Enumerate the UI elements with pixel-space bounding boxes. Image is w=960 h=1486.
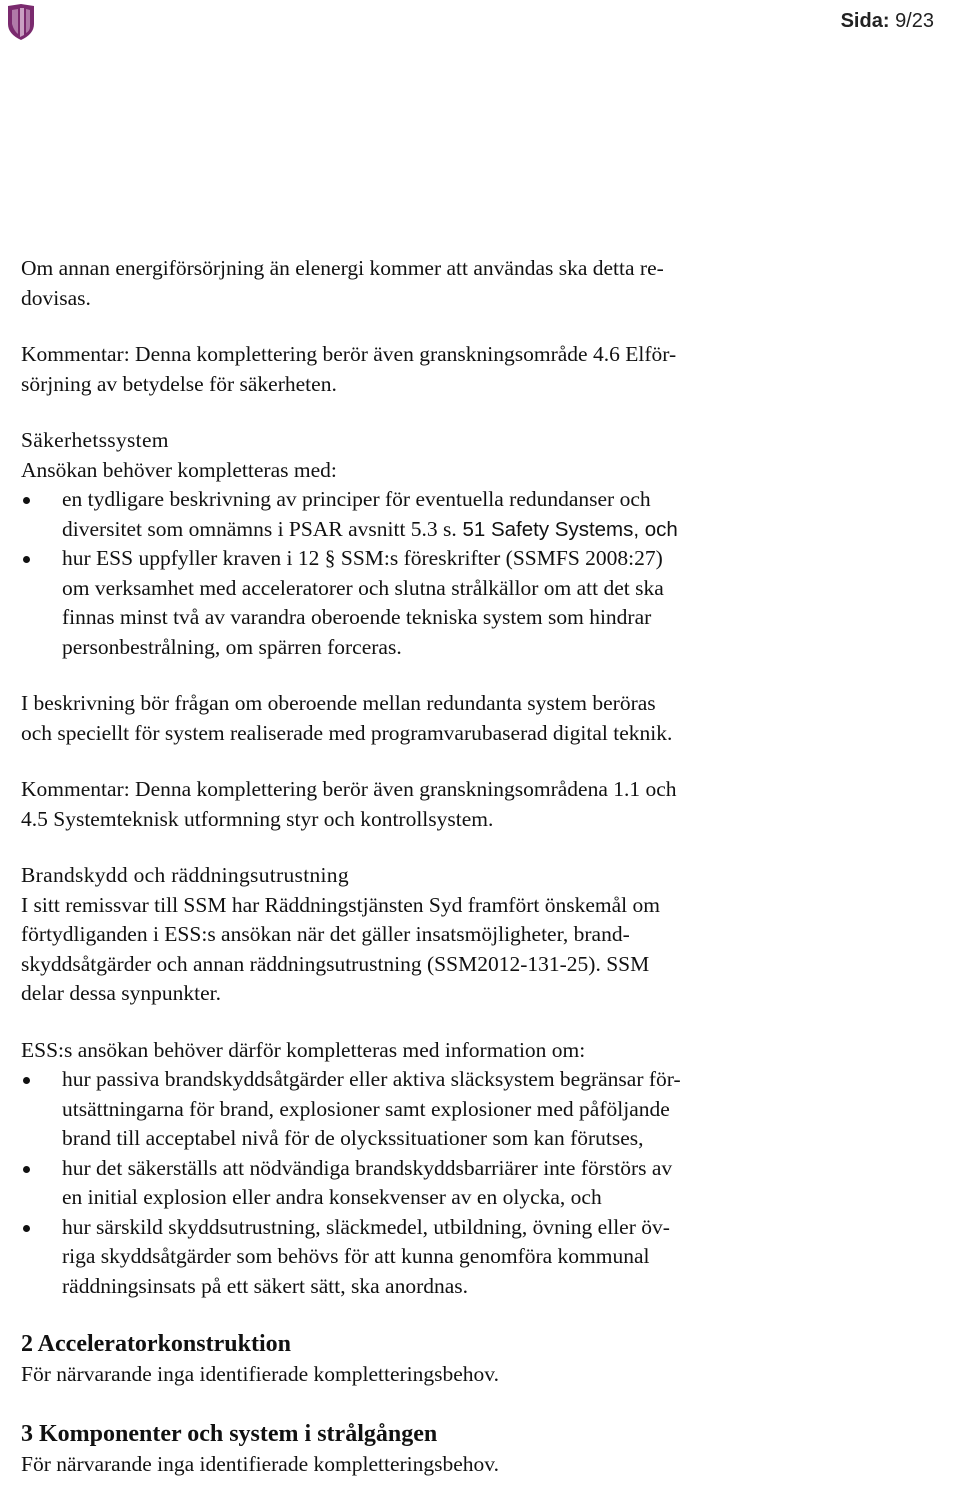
fire-section xyxy=(21,861,941,1009)
section-3-title: 3 Komponenter och system i strålgången xyxy=(21,1420,438,1447)
list-item: hur särskild skyddsutrustning, släckmedel, utbildning, övning eller öv- riga skyddsåtgärder som behövs för att kunna genomföra kommunal räddningsinsats på ett säkert sätt, ska anordnas. xyxy=(21,1213,941,1302)
comment-paragraph-2 xyxy=(21,775,941,834)
organization-logo xyxy=(6,4,36,40)
text-line: delar dessa synpunkter. xyxy=(21,981,222,1005)
section-2-text: För närvarande inga identifierade kompletteringsbehov. xyxy=(21,1362,500,1386)
ess-intro: ESS:s ansökan behöver därför kompletteras med information om: xyxy=(21,1037,586,1062)
text-line: Om annan energiförsörjning än elenergi kommer att användas ska detta re- xyxy=(21,256,664,280)
list-item: hur passiva brandskyddsåtgärder eller aktiva släcksystem begränsar för- utsättningarna för brand, explosioner samt explosioner med påföljande brand till acceptabel nivå för de olyckssituationer som kan förutses, xyxy=(21,1065,941,1154)
page-value: 9/23 xyxy=(895,10,934,32)
safety-intro: Ansökan behöver kompletteras med: xyxy=(21,457,337,482)
text-line: I beskrivning bör frågan om oberoende mellan redundanta system beröras xyxy=(21,691,656,715)
section-2 xyxy=(21,1328,941,1390)
safety-heading: Säkerhetssystem xyxy=(21,428,169,452)
ess-list xyxy=(21,1065,941,1301)
comment-paragraph-1 xyxy=(21,340,941,399)
section-2-title: 2 Acceleratorkonstruktion xyxy=(21,1331,291,1357)
text-line: Kommentar: Denna komplettering berör även granskningsområdena 1.1 och xyxy=(21,777,677,801)
text-line: sörjning av betydelse för säkerheten. xyxy=(21,371,337,396)
section-3 xyxy=(21,1418,941,1480)
section-3-text: För närvarande inga identifierade kompletteringsbehov. xyxy=(21,1451,500,1476)
text-line: dovisas. xyxy=(21,285,91,310)
document-body xyxy=(21,254,941,1479)
safety-section xyxy=(21,426,941,662)
text-line: och speciellt för system realiserade med programvarubaserad digital teknik. xyxy=(21,720,673,745)
list-item: hur det säkerställs att nödvändiga brandskyddsbarriärer inte förstörs av en initial explosion eller andra konsekvenser av en olycka, och xyxy=(21,1154,941,1213)
ess-requirements xyxy=(21,1036,941,1302)
text-line: skyddsåtgärder och annan räddningsutrustning (SSM2012-131-25). SSM xyxy=(21,951,650,976)
page-label: Sida: xyxy=(840,10,890,32)
page-number xyxy=(841,10,934,33)
text-line: 4.5 Systemteknisk utformning styr och kontrollsystem. xyxy=(21,806,494,831)
list-item: hur ESS uppfyller kraven i 12 § SSM:s föreskrifter (SSMFS 2008:27) om verksamhet med acceleratorer och slutna strålkällor om att det ska finnas minst två av varandra oberoende tekniska system som hindrar personbestrålning, om spärren forceras. xyxy=(21,544,941,662)
independence-paragraph xyxy=(21,689,941,748)
text-line: Kommentar: Denna komplettering berör även granskningsområde 4.6 Elför- xyxy=(21,342,677,366)
text-line: I sitt remissvar till SSM har Räddningstjänsten Syd framfört önskemål om xyxy=(21,892,660,917)
fire-heading: Brandskydd och räddningsutrustning xyxy=(21,863,349,887)
energy-paragraph xyxy=(21,254,941,313)
list-item: en tydligare beskrivning av principer för eventuella redundanser och diversitet som omnämns i PSAR avsnitt 5.3 s. 51 Safety Systems, och xyxy=(21,485,941,544)
text-line: förtydliganden i ESS:s ansökan när det gäller insatsmöjligheter, brand- xyxy=(21,922,630,946)
safety-list xyxy=(21,485,941,662)
